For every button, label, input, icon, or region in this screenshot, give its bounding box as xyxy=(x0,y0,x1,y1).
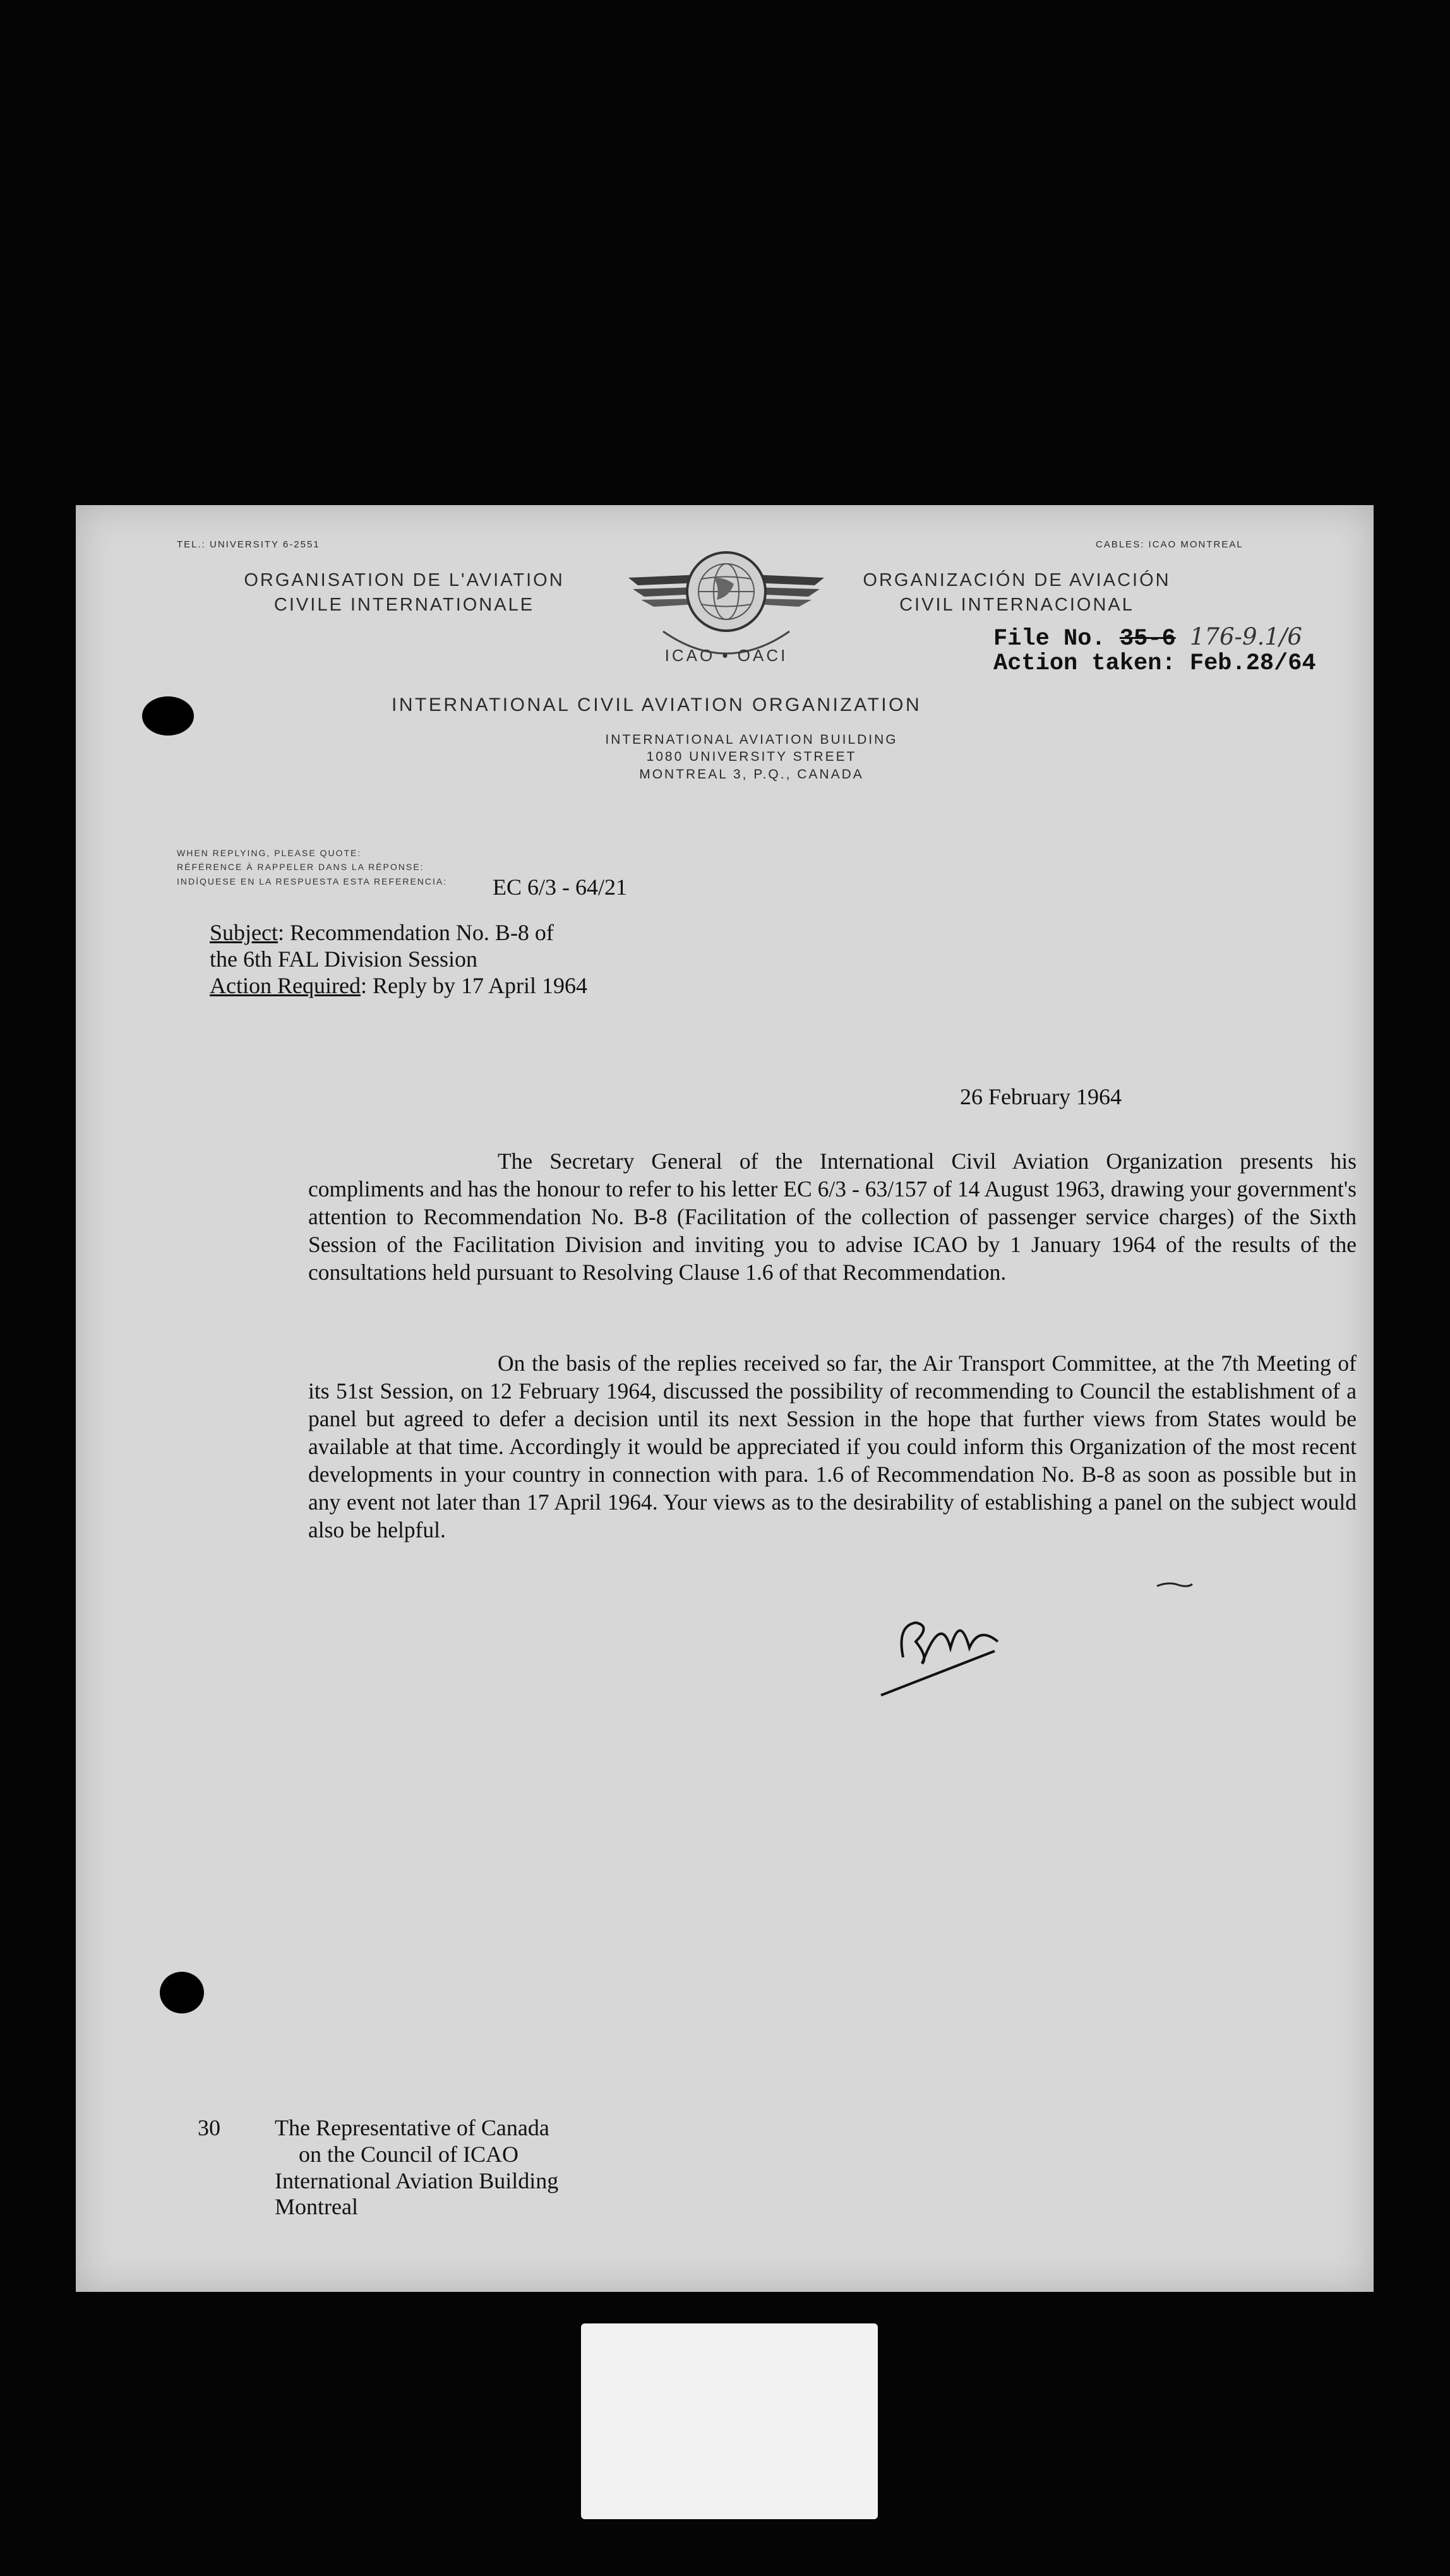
action-required-text: Reply by 17 April 1964 xyxy=(372,972,587,998)
reply-note-en: WHEN REPLYING, PLEASE QUOTE: xyxy=(177,848,362,858)
subject-text1: Recommendation No. B-8 of xyxy=(290,920,554,945)
action-taken-line xyxy=(993,652,1372,676)
file-number-old: 35-6 xyxy=(1119,626,1176,652)
org-address xyxy=(518,731,985,783)
body-paragraph-1 xyxy=(308,1147,1357,1286)
blank-slip xyxy=(581,2323,878,2519)
org-name-english: INTERNATIONAL CIVIL AVIATION ORGANIZATION xyxy=(392,695,922,715)
action-required-line: Action Required: Reply by 17 April 1964 xyxy=(210,972,587,998)
addressee-line2: on the Council of ICAO xyxy=(299,2141,518,2167)
icao-emblem-icon xyxy=(625,540,827,666)
body-paragraph-2 xyxy=(308,1349,1357,1544)
action-taken-label: Action taken: xyxy=(993,650,1176,677)
file-label: File No. xyxy=(993,626,1106,652)
cables-line: CABLES: ICAO MONTREAL xyxy=(1096,539,1243,550)
subject-block xyxy=(210,920,904,999)
letter-page xyxy=(76,505,1374,2292)
subject-label: Subject xyxy=(210,920,278,945)
addressee-line1: The Representative of Canada xyxy=(275,2115,549,2140)
addressee-block xyxy=(275,2115,558,2221)
address-line1: INTERNATIONAL AVIATION BUILDING xyxy=(605,732,898,747)
org-name-spanish xyxy=(840,568,1194,617)
org-spanish-line2: CIVIL INTERNACIONAL xyxy=(899,595,1134,616)
pen-mark-icon xyxy=(1156,1580,1194,1589)
org-french-line2: CIVILE INTERNATIONALE xyxy=(273,595,535,616)
subject-line1: Subject: Recommendation No. B-8 of xyxy=(210,920,554,945)
addressee-number: 30 xyxy=(198,2115,220,2140)
reply-note-es: INDÍQUESE EN LA RESPUESTA ESTA REFERENCIA: xyxy=(177,876,448,886)
org-spanish-line1: ORGANIZACIÓN DE AVIACIÓN xyxy=(863,570,1171,590)
addressee-line4: Montreal xyxy=(275,2194,358,2220)
file-number-handwritten: 176-9.1/6 xyxy=(1189,623,1302,650)
action-taken-date: Feb.28/64 xyxy=(1189,650,1316,677)
reply-reference-note xyxy=(177,846,447,888)
emblem-text: ICAO • OACI xyxy=(664,646,788,665)
paragraph-2-text: On the basis of the replies received so far, the Air Transport Committee, at the 7th Meeting of its 51st Session, on 12 February 1964, discussed the possibility of recommending to Council the establishment of a panel but agreed to defer a decision until its next Session in the hope that further views from States would be available at that time. Accordingly it would be appreciated if you could inform this Organization of the most recent developments in your country in connection with para. 1.6 of Recommendation No. B-8 as soon as possible but in any event not later than 17 April 1964. Your views as to the desirability of establishing a panel on the subject would also be helpful. xyxy=(308,1351,1357,1543)
org-name-french xyxy=(227,568,581,617)
reply-note-fr: RÉFÉRENCE À RAPPELER DANS LA RÉPONSE: xyxy=(177,862,424,873)
addressee-line3: International Aviation Building xyxy=(275,2168,559,2193)
address-line3: MONTREAL 3, P.Q., CANADA xyxy=(639,766,864,782)
subject-line2: the 6th FAL Division Session xyxy=(210,946,478,972)
punch-hole xyxy=(160,1972,204,2013)
paragraph-1-text: The Secretary General of the International Civil Aviation Organization presents his compliments and has the honour to refer to his letter EC 6/3 - 63/157 of 14 August 1963, drawing your government's attention to Recommendation No. B-8 (Facilitation of the collection of passenger service charges) of the Sixth Session of the Facilitation Division and inviting you to advise ICAO by 1 January 1964 of the results of the consultations held pursuant to Resolving Clause 1.6 of that Recommendation. xyxy=(308,1148,1357,1285)
action-required-label: Action Required xyxy=(210,972,361,998)
letter-date: 26 February 1964 xyxy=(960,1084,1122,1109)
signature-initials xyxy=(878,1588,1086,1714)
org-french-line1: ORGANISATION DE L'AVIATION xyxy=(244,570,565,590)
telephone-line: TEL.: UNIVERSITY 6-2551 xyxy=(177,539,320,550)
file-stamp xyxy=(993,625,1372,676)
address-line2: 1080 UNIVERSITY STREET xyxy=(646,749,857,765)
file-number-line xyxy=(993,625,1372,652)
reference-number: EC 6/3 - 64/21 xyxy=(493,874,627,900)
punch-hole xyxy=(142,696,194,736)
